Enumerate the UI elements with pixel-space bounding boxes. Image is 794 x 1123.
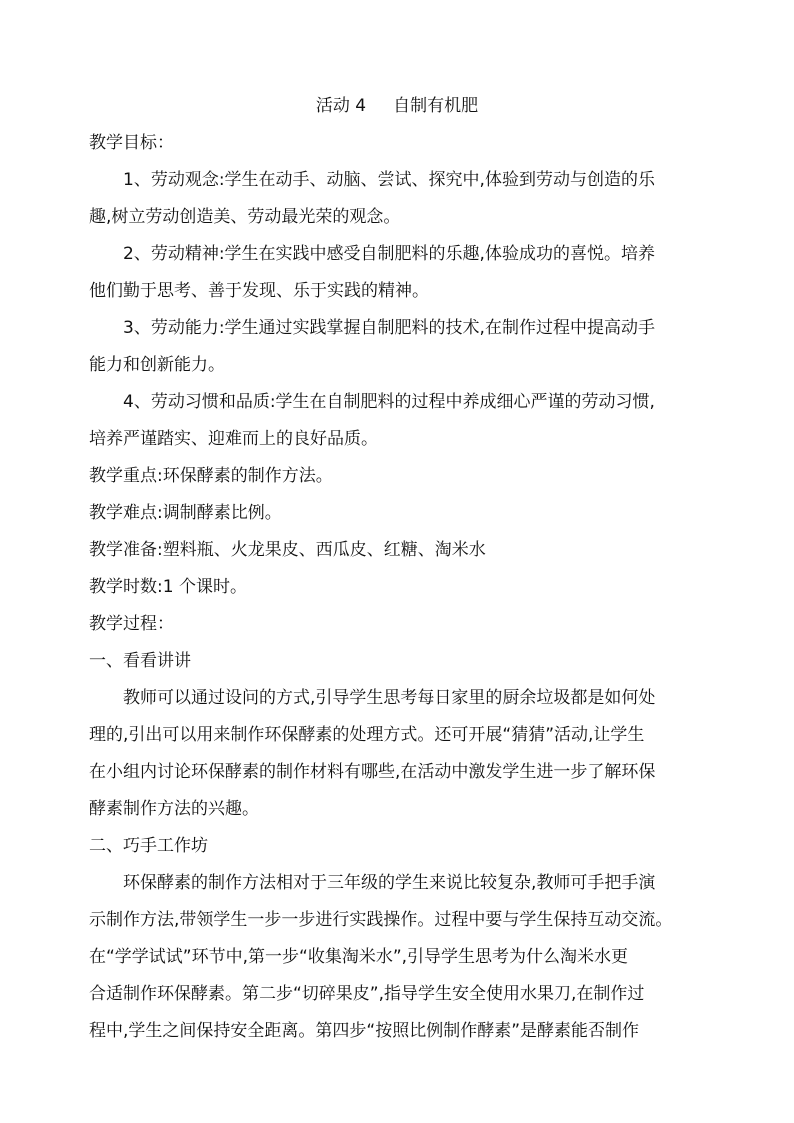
section-heading-objectives: 教学目标： xyxy=(89,133,174,153)
paragraph-line: 在“学学试试”环节中,第一步“收集淘米水”,引导学生思考为什么淘米水更 xyxy=(89,947,629,967)
subsection-heading-1: 一、看看讲讲 xyxy=(89,651,191,671)
paragraph-line: 2、劳动精神:学生在实践中感受自制肥料的乐趣,体验成功的喜悦。培养 xyxy=(123,244,655,264)
paragraph-line: 能力和创新能力。 xyxy=(89,355,225,375)
paragraph-line: 示制作方法,带领学生一步一步进行实践操作。过程中要与学生保持互动交流。 xyxy=(89,910,673,930)
paragraph-line: 合适制作环保酵素。第二步“切碎果皮”,指导学生安全使用水果刀,在制作过 xyxy=(89,984,645,1004)
paragraph-line: 4、劳动习惯和品质:学生在自制肥料的过程中养成细心严谨的劳动习惯, xyxy=(123,392,655,412)
preparation-line: 教学准备:塑料瓶、火龙果皮、西瓜皮、红糖、淘米水 xyxy=(89,540,486,560)
paragraph-line: 酵素制作方法的兴趣。 xyxy=(89,799,259,819)
paragraph-line: 教师可以通过设问的方式,引导学生思考每日家里的厨余垃圾都是如何处 xyxy=(123,688,656,708)
paragraph-line: 培养严谨踏实、迎难而上的良好品质。 xyxy=(89,429,378,449)
paragraph-line: 3、劳动能力:学生通过实践掌握自制肥料的技术,在制作过程中提高动手 xyxy=(123,318,655,338)
subsection-heading-2: 二、巧手工作坊 xyxy=(89,836,208,856)
paragraph-line: 他们勤于思考、善于发现、乐于实践的精神。 xyxy=(89,281,429,301)
paragraph-line: 环保酵素的制作方法相对于三年级的学生来说比较复杂,教师可手把手演 xyxy=(123,873,656,893)
paragraph-line: 程中,学生之间保持安全距离。第四步“按照比例制作酵素”是酵素能否制作 xyxy=(89,1021,640,1041)
document-title: 活动 4 自制有机肥 xyxy=(315,96,479,116)
difficulty-line: 教学难点:调制酵素比例。 xyxy=(89,503,282,523)
paragraph-line: 理的,引出可以用来制作环保酵素的处理方式。还可开展“猜猜”活动,让学生 xyxy=(89,725,645,745)
paragraph-line: 趣,树立劳动创造美、劳动最光荣的观念。 xyxy=(89,207,401,227)
paragraph-line: 1、劳动观念:学生在动手、动脑、尝试、探究中,体验到劳动与创造的乐 xyxy=(123,170,655,190)
paragraph-line: 在小组内讨论环保酵素的制作材料有哪些,在活动中激发学生进一步了解环保 xyxy=(89,762,656,782)
class-hours-line: 教学时数:1 个课时。 xyxy=(89,577,247,597)
key-point-line: 教学重点:环保酵素的制作方法。 xyxy=(89,466,333,486)
section-heading-process: 教学过程： xyxy=(89,614,174,634)
